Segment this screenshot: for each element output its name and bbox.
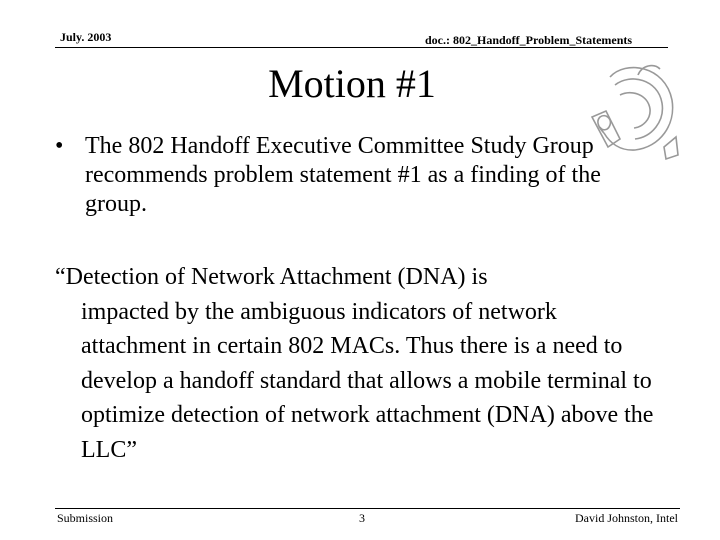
header-doc-id: doc.: 802_Handoff_Problem_Statements — [425, 33, 633, 47]
header-date: July. 2003 — [60, 30, 112, 44]
bullet-text: The 802 Handoff Executive Committee Study Group recommends problem statement #1 as a finding of the group. — [85, 133, 601, 217]
footer-author: David Johnston, Intel — [575, 511, 678, 525]
slide-title: Motion #1 — [268, 61, 436, 106]
quote-continuation: impacted by the ambiguous indicators of network attachment in certain 802 MACs. Thus there is a need to develop a handoff standard that allows a mobile terminal to optimize detection of network attachment (DNA) above the LLC” — [81, 298, 654, 463]
problem-statement-quote — [55, 260, 665, 467]
header-divider — [55, 47, 668, 48]
page-number: 3 — [359, 511, 365, 525]
footer-submission: Submission — [57, 511, 114, 525]
quote-first-line: “Detection of Network Attachment (DNA) is — [55, 264, 488, 290]
footer-divider — [55, 508, 680, 509]
bullet-marker: • — [55, 133, 64, 159]
